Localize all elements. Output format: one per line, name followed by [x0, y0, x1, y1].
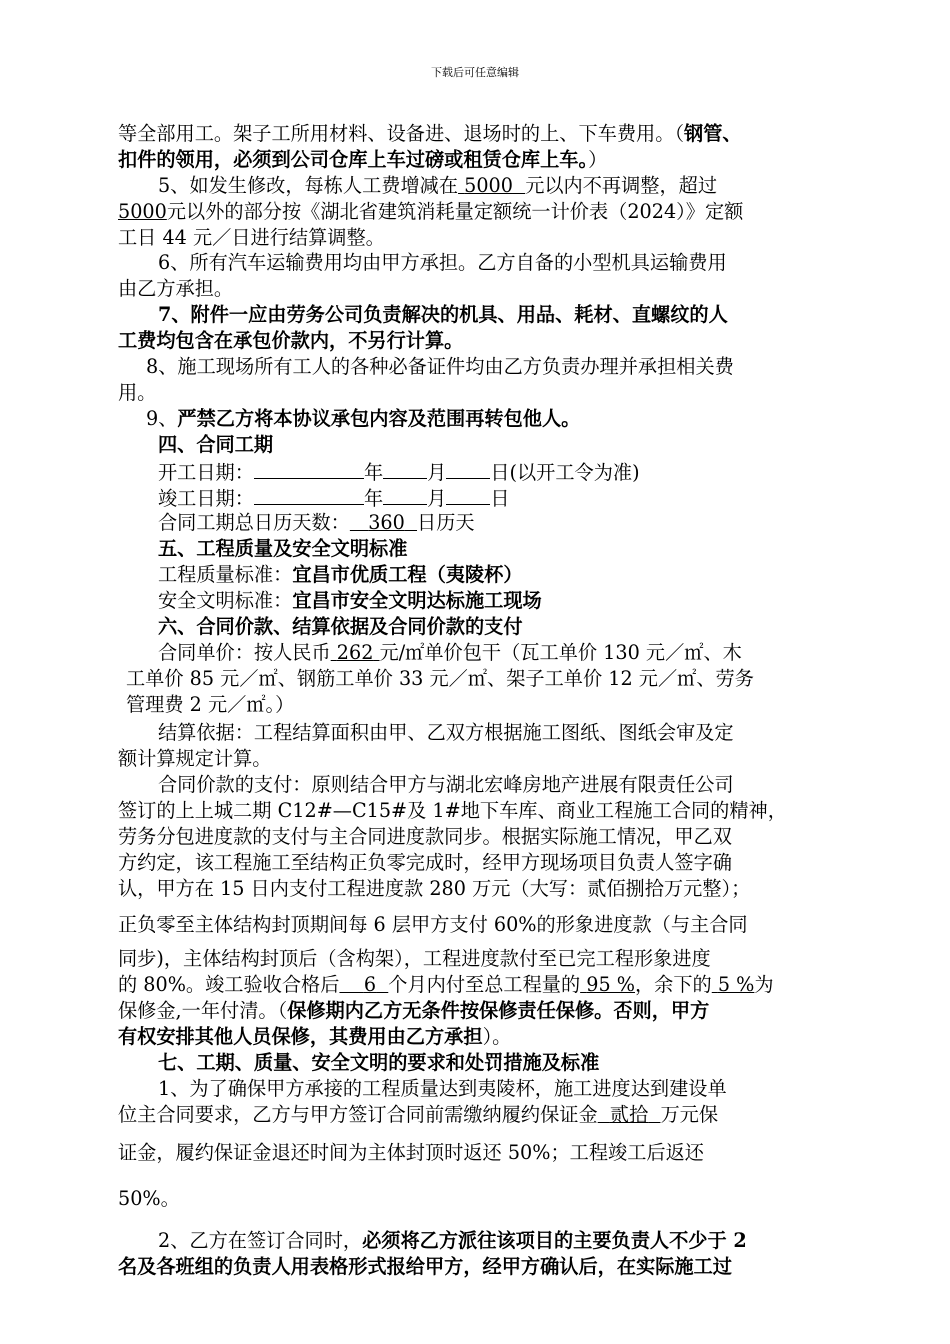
- clause-6: 6、所有汽车运输费用均由甲方承担。乙方自备的小型机具运输费用: [158, 251, 727, 274]
- months-value: 6: [363, 973, 377, 996]
- amount-5000: 5000: [464, 174, 513, 197]
- text-line: 签订的上上城二期 C12#—C15#及 1#地下车库、商业工程施工合同的精神，: [118, 799, 787, 822]
- blank-year: [254, 484, 364, 505]
- payment-terms: 合同价款的支付：原则结合甲方与湖北宏峰房地产进展有限责任公司: [158, 773, 734, 796]
- text-line: 劳务分包进度款的支付与主合同进度款同步。根据实际施工情况，甲乙双: [118, 825, 732, 848]
- unit-price-value: 262: [336, 641, 374, 664]
- end-date-line: 竣工日期： 年 月 日: [158, 484, 510, 512]
- text-line: 证金，履约保证金退还时间为主体封顶时返还 50%；工程竣工后返还: [118, 1141, 704, 1164]
- unit-price-line: 合同单价：按人民币 262 元/㎡单价包干（瓦工单价 130 元／㎡、木: [158, 641, 742, 664]
- section-title-6: 六、合同价款、结算依据及合同价款的支付: [158, 615, 523, 638]
- text-line: 有权安排其他人员保修，其费用由乙方承担）。: [118, 1025, 512, 1048]
- blank-month: [383, 484, 427, 505]
- settlement-basis: 结算依据：工程结算面积由甲、乙双方根据施工图纸、图纸会审及定: [158, 721, 734, 744]
- text-line: 工日 44 元／日进行结算调整。: [118, 226, 385, 249]
- clause-5: 5、如发生修改，每栋人工费增减在 5000 元以内不再调整，超过: [158, 174, 718, 197]
- section-title-7: 七、工期、质量、安全文明的要求和处罚措施及标准: [158, 1051, 600, 1074]
- page-header: 下载后可任意编辑: [431, 66, 519, 79]
- retention-value: 5 %: [717, 973, 755, 996]
- text-line: 同步)，主体结构封顶后（含构架），工程进度款付至已完工程形象进度: [118, 947, 711, 970]
- clause-7-2: 2、乙方在签订合同时，必须将乙方派往该项目的主要负责人不少于 2: [158, 1229, 747, 1252]
- text-line: 管理费 2 元／㎡。）: [126, 693, 295, 716]
- blank-month: [383, 458, 427, 479]
- text-line: 等全部用工。架子工所用材料、设备进、退场时的上、下车费用。（钢管、: [118, 122, 742, 145]
- text-line: 额计算规定计算。: [118, 747, 272, 770]
- text-line: 正负零至主体结构封顶期间每 6 层甲方支付 60%的形象进度款（与主合同: [118, 913, 748, 936]
- blank-year: [254, 458, 364, 479]
- deposit-value: 贰拾: [609, 1103, 649, 1126]
- total-days-value: 360: [368, 511, 405, 534]
- clause-9: 9、严禁乙方将本协议承包内容及范围再转包他人。: [146, 407, 581, 430]
- section-title-5: 五、工程质量及安全文明标准: [158, 537, 408, 560]
- text-line: 方约定，该工程施工至结构正负零完成时，经甲方现场项目负责人签字确: [118, 851, 732, 874]
- total-days-line: 合同工期总日历天数： 360 日历天: [158, 511, 475, 534]
- quality-standard: 工程质量标准：宜昌市优质工程（夷陵杯）: [158, 563, 523, 586]
- blank-day: [446, 484, 490, 505]
- clause-7: 7、附件一应由劳务公司负责解决的机具、用品、耗材、直螺纹的人: [158, 303, 728, 326]
- text-line: 扣件的领用，必须到公司仓库上车过磅或租赁仓库上车。）: [118, 148, 608, 171]
- percent-value: 95 %: [586, 973, 635, 996]
- text-line: 由乙方承担。: [118, 277, 234, 300]
- text-line: 认，甲方在 15 日内支付工程进度款 280 万元（大写：贰佰捌拾万元整）；: [118, 877, 751, 900]
- text-line: 用。: [118, 381, 157, 404]
- blank-day: [446, 458, 490, 479]
- clause-8: 8、施工现场所有工人的各种必备证件均由乙方负责办理并承担相关费: [146, 355, 734, 378]
- text-line: 工费均包含在承包价款内，不另行计算。: [118, 329, 464, 352]
- text-line: 50%。: [118, 1187, 180, 1210]
- text-line: 保修金,一年付清。（保修期内乙方无条件按保修责任保修。否则，甲方: [118, 999, 710, 1022]
- clause-7-1: 1、为了确保甲方承接的工程质量达到夷陵杯，施工进度达到建设单: [158, 1077, 727, 1100]
- section-title-4: 四、合同工期: [158, 433, 274, 456]
- text-line: 名及各班组的负责人用表格形式报给甲方，经甲方确认后，在实际施工过: [118, 1255, 732, 1278]
- text-line: 的 80%。竣工验收合格后 6 个月内付至总工程量的 95 %，余下的 5 %为: [118, 973, 774, 996]
- safety-standard: 安全文明标准：宜昌市安全文明达标施工现场: [158, 589, 542, 612]
- text-line: 5000元以外的部分按《湖北省建筑消耗量定额统一计价表（2024）》定额: [118, 200, 744, 223]
- text-line: 位主合同要求，乙方与甲方签订合同前需缴纳履约保证金 贰拾 万元保: [118, 1103, 719, 1126]
- start-date-line: 开工日期： 年 月 日(以开工令为准): [158, 458, 640, 486]
- text-line: 工单价 85 元／㎡、钢筋工单价 33 元／㎡、架子工单价 12 元／㎡、劳务: [126, 667, 754, 690]
